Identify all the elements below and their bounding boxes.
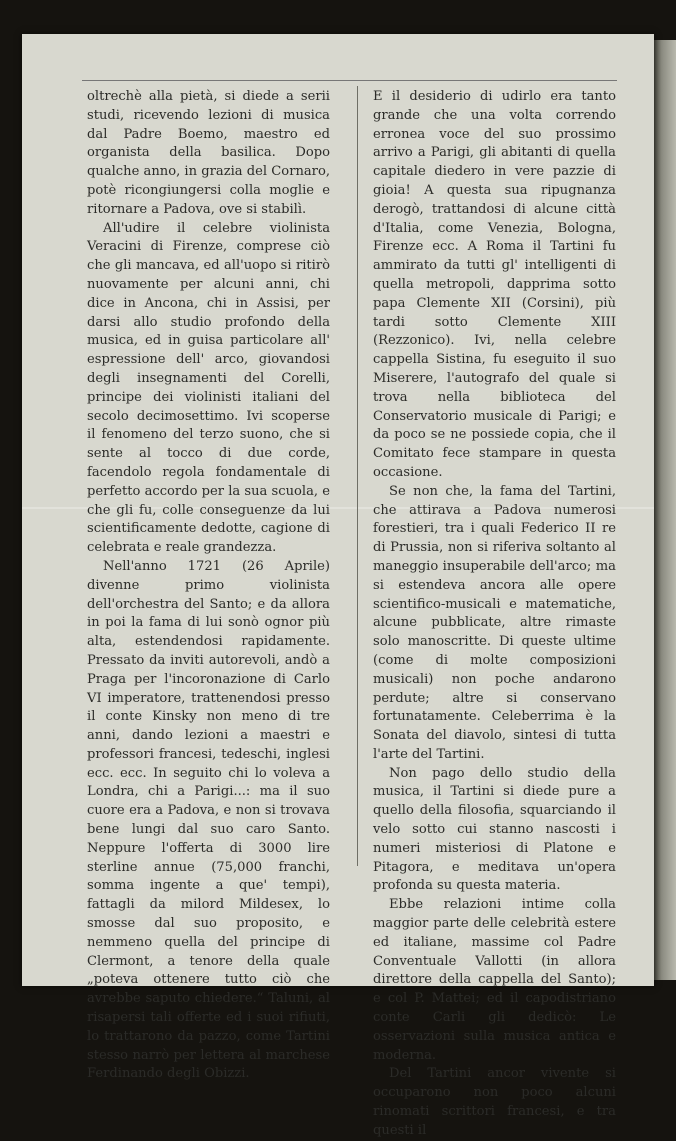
column-divider: [357, 86, 358, 866]
right-column: [373, 88, 616, 1141]
header-rule: [82, 80, 617, 81]
paragraph: oltrechè alla pietà, si diede a serii studi, ricevendo lezioni di musica dal Padre Boemo, maestro ed organista della basilica. Dopo qualche anno, in grazia del Cornaro, potè ricongiungersi colla moglie e ritornare a Padova, ove si stabilì.: [87, 89, 330, 217]
adjacent-page-edge: [654, 40, 676, 980]
paragraph: Se non che, la fama del Tartini, che attirava a Padova numerosi forestieri, tra i quali Federico II re di Prussia, non si riferiva soltanto al maneggio insuperabile dell'arco; ma si estendeva ancora alle opere scientifico-musicali e matematiche, alcune pubblicate, altre rimaste solo manoscritte. Di queste ultime (come di molte composizioni musicali) non poche andarono perdute; altre si conservano fortunatamente. Celeberrima è la Sonata del diavolo, sintesi di tutta l'arte del Tartini.: [373, 483, 616, 762]
paragraph: Ebbe relazioni intime colla maggior parte delle celebrità estere ed italiane, massime col Padre Conventuale Vallotti (in allora direttore della cappella del Santo); e col P. Mattei; ed il capodistriano conte Carli gli dedicò: Le osservazioni sulla musica antica e moderna.: [373, 897, 616, 1063]
paragraph: Non pago dello studio della musica, il Tartini si diede pure a quello della filosofia, squarciando il velo sotto cui stanno nascosti i numeri misteriosi di Platone e Pitagora, e meditava un'opera profonda su questa materia.: [373, 765, 616, 894]
paragraph: Del Tartini ancor vivente si occuparono non poco alcuni rinomati scrittori francesi, e tra questi il: [373, 1066, 616, 1138]
paragraph: E il desiderio di udirlo era tanto grande che una volta correndo erronea voce del suo prossimo arrivo a Parigi, gli abitanti di quella capitale diedero in vere pazzie di gioia! A questa sua ripugnanza derogò, trattandosi di alcune città d'Italia, come Venezia, Bologna, Firenze ecc. A Roma il Tartini fu ammirato da tutti gl' intelligenti di quella metropoli, dapprima sotto papa Clemente XII (Corsini), più tardi sotto Clemente XIII (Rezzonico). Ivi, nella celebre cappella Sistina, fu eseguito il suo Miserere, l'autografo del quale si trova nella biblioteca del Conservatorio musicale di Parigi; e da poco se ne possiede copia, che il Comitato fece stampare in questa occasione.: [373, 89, 616, 480]
left-column: [87, 88, 330, 1084]
paragraph: All'udire il celebre violinista Veracini di Firenze, comprese ciò che gli mancava, ed all'uopo si ritirò nuovamente per alcuni anni, chi dice in Ancona, chi in Assisi, per darsi allo studio profondo della musica, ed in guisa particolare all' espressione dell' arco, giovandosi degli insegnamenti del Corelli, principe dei violinisti italiani del secolo decimosettimo. Ivi scoperse il fenomeno del terzo suono, che si sente al tocco di due corde, facendolo regola fondamentale di perfetto accordo per la sua scuola, e che gli fu, colle conseguenze da lui scientificamente dedotte, cagione di celebrata e reale grandezza.: [87, 220, 330, 556]
paragraph: Nell'anno 1721 (26 Aprile) divenne primo violinista dell'orchestra del Santo; e da allora in poi la fama di lui sonò ognor più alta, estendendosi rapidamente. Pressato da inviti autorevoli, andò a Praga per l'incoronazione di Carlo VI imperatore, trattenendosi presso il conte Kinsky non meno di tre anni, dando lezioni a maestri e professori francesi, tedeschi, inglesi ecc. ecc. In seguito chi lo voleva a Londra, chi a Parigi...: ma il suo cuore era a Padova, e non si trovava bene lungi dal suo caro Santo. Neppure l'offerta di 3000 lire sterline annue (75,000 franchi, somma ingente a que' tempi), fattagli da milord Mildesex, lo smosse dal suo proposito, e nemmeno quella del principe di Clermont, a tenore della quale „poteva ottenere tutto ciò che avrebbe saputo chiedere.“ Taluni, al risapersi tali offerte ed i suoi rifiuti, lo trattarono da pazzo, come Tartini stesso narrò per lettera al marchese Ferdinando degli Obizzi.: [87, 558, 330, 1082]
